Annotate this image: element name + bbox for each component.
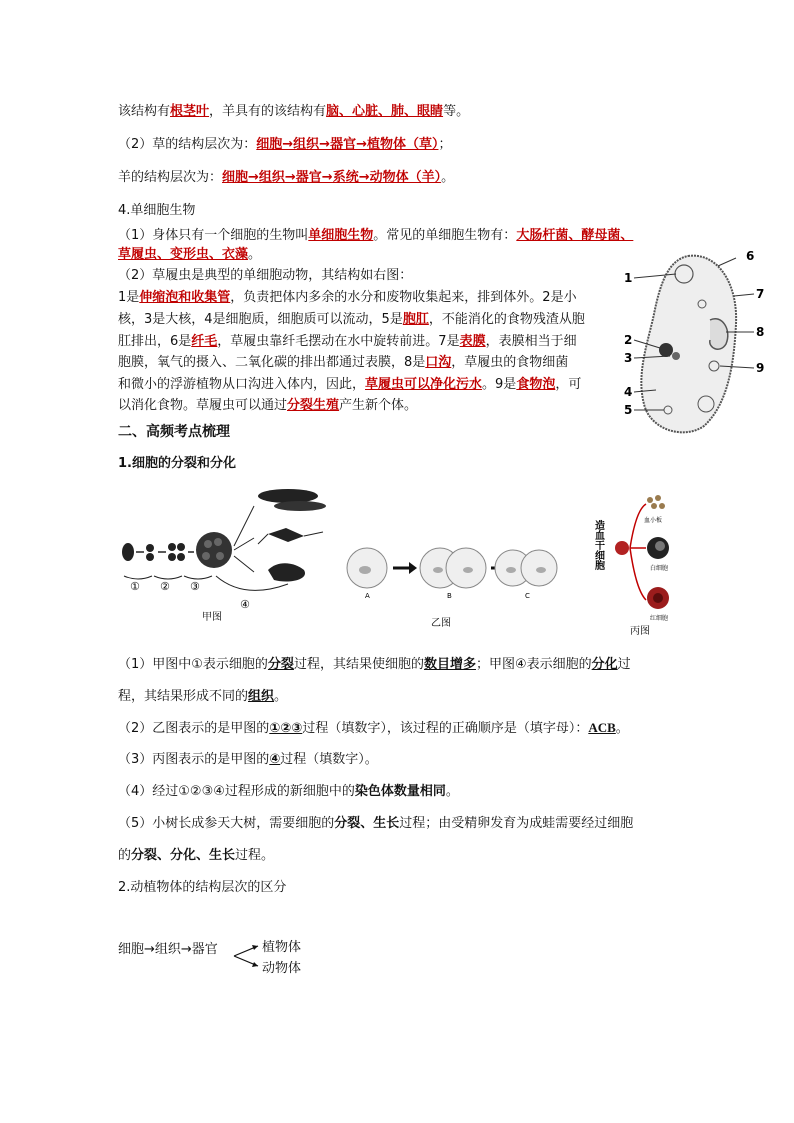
bing-label-rbc: 红细胞 [650, 615, 669, 622]
bing-label-platelet: 血小板 [644, 517, 663, 524]
question-1: （1）甲图中①表示细胞的分裂过程，其结果使细胞的数目增多；甲图④表示细胞的分化过 [118, 657, 631, 672]
figure-bing [592, 490, 682, 636]
text-line-13: 以消化食物。草履虫可以通过分裂生殖产生新个体。 [118, 398, 418, 413]
para-label-2: 2 [624, 333, 633, 347]
flow-branch-arrows [232, 940, 264, 972]
question-4: （4）经过①②③④过程形成的新细胞中的染色体数量相同。 [118, 784, 459, 799]
para-label-5: 5 [624, 403, 633, 417]
yi-label-c: C [525, 592, 530, 600]
jia-step-2: ② [160, 580, 170, 593]
text-line-5: （1）身体只有一个细胞的生物叫单细胞生物。常见的单细胞生物有：大肠杆菌、酵母菌、 [118, 228, 634, 243]
text-line-7: （2）草履虫是典型的单细胞动物，其结构如右图： [118, 268, 413, 283]
para-label-6: 6 [746, 249, 755, 263]
jia-caption: 甲图 [202, 612, 222, 623]
text-line-11: 胞膜，氧气的摄入、二氧化碳的排出都通过表膜，8是口沟，草履虫的食物细菌 [118, 355, 569, 370]
heading-structure-levels: 2.动植物体的结构层次的区分 [118, 880, 287, 895]
flow-left: 细胞→组织→器官 [118, 942, 218, 957]
text-line-9: 核，3是大核，4是细胞质，细胞质可以流动，5是胞肛，不能消化的食物残渣从胞 [118, 312, 585, 327]
para-label-3: 3 [624, 351, 633, 365]
jia-step-1: ① [130, 580, 140, 593]
bing-label-wbc: 白细胞 [650, 565, 669, 572]
section-heading-4: 4.单细胞生物 [118, 203, 196, 218]
question-5: （5）小树长成参天大树，需要细胞的分裂、生长过程；由受精卵发育为成蛙需要经过细胞 [118, 816, 634, 831]
heading-high-frequency: 二、高频考点梳理 [118, 424, 230, 440]
text-line-10: 肛排出，6是纤毛，草履虫靠纤毛摆动在水中旋转前进。7是表膜，表膜相当于细 [118, 334, 577, 349]
yi-label-b: B [447, 592, 452, 600]
bing-stem-label: 造血干细胞 [592, 520, 604, 570]
text-line-1: 该结构有根茎叶，羊具有的该结构有脑、心脏、肺、眼睛等。 [118, 104, 470, 119]
yi-caption: 乙图 [431, 618, 451, 629]
flow-animal: 动物体 [262, 961, 302, 976]
question-3: （3）丙图表示的是甲图的④过程（填数字）。 [118, 752, 378, 767]
figure-yi [345, 540, 565, 632]
para-label-9: 9 [756, 361, 765, 375]
para-label-8: 8 [756, 325, 765, 339]
para-label-1: 1 [624, 271, 633, 285]
text-line-12: 和微小的浮游植物从口沟进入体内，因此，草履虫可以净化污水。9是食物泡，可 [118, 377, 582, 392]
heading-cell-division: 1.细胞的分裂和分化 [118, 456, 236, 471]
text-line-8: 1是伸缩泡和收集管，负责把体内多余的水分和废物收集起来，排到体外。2是小 [118, 290, 577, 305]
jia-step-3: ③ [190, 580, 200, 593]
text-line-2: （2）草的结构层次为：细胞→组织→器官→植物体（草）； [118, 137, 452, 152]
para-label-7: 7 [756, 287, 765, 301]
flow-plant: 植物体 [262, 940, 302, 955]
question-1-cont: 程，其结果形成不同的组织。 [118, 689, 288, 704]
jia-step-4: ④ [240, 598, 250, 611]
figure-jia [118, 484, 333, 624]
bing-caption: 丙图 [630, 626, 650, 636]
question-5-cont: 的分裂、分化、生长过程。 [118, 848, 275, 863]
para-label-4: 4 [624, 385, 633, 399]
text-line-6: 草履虫、变形虫、衣藻。 [118, 247, 262, 262]
question-2: （2）乙图表示的是甲图的①②③过程（填数字），该过程的正确顺序是（填字母）：ACB。 [118, 720, 629, 736]
yi-label-a: A [365, 592, 370, 600]
paramecium-figure [618, 244, 768, 440]
text-line-3: 羊的结构层次为：细胞→组织→器官→系统→动物体（羊）。 [118, 170, 455, 185]
